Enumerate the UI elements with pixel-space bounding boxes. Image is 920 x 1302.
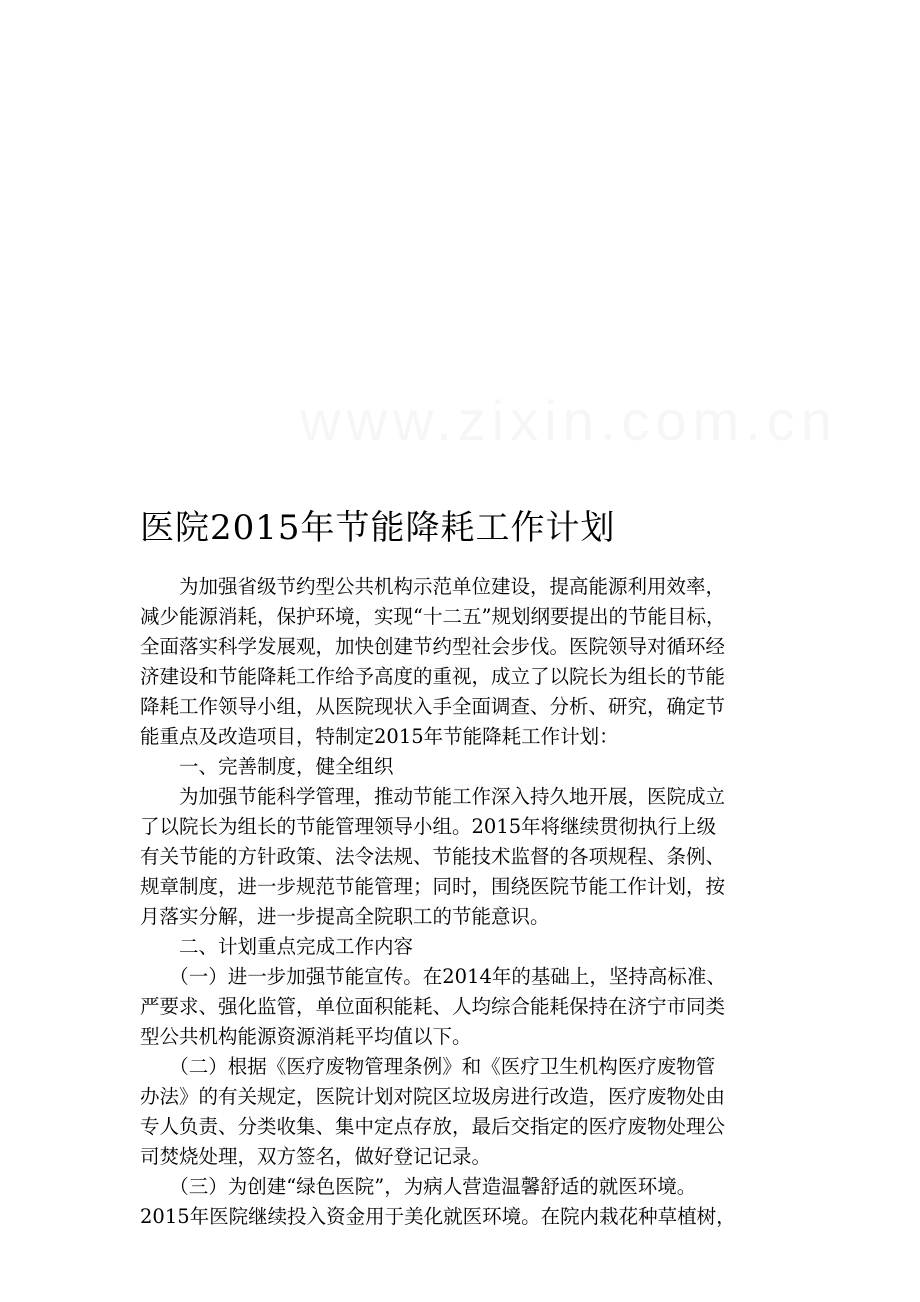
body-line: 办法》的有关规定，医院计划对院区垃圾房进行改造，医疗废物处由 [140,1085,726,1108]
body-line: 型公共机构能源资源消耗平均值以下。 [140,1025,472,1048]
section-heading: 一、完善制度，健全组织 [140,755,394,778]
body-line: 严要求、强化监管，单位面积能耗、人均综合能耗保持在济宁市同类 [140,995,726,1018]
body-line: 为加强省级节约型公共机构示范单位建设，提高能源利用效率， [140,575,726,598]
body-line: 能重点及改造项目，特制定2015年节能降耗工作计划： [140,725,619,748]
document-title: 医院2015年节能降耗工作计划 [140,508,616,548]
body-line: 全面落实科学发展观，加快创建节约型社会步伐。医院领导对循环经 [140,635,726,658]
section-heading: 二、计划重点完成工作内容 [140,935,414,958]
watermark [300,388,838,453]
body-line: 济建设和节能降耗工作给予高度的重视，成立了以院长为组长的节能 [140,665,726,688]
body-line: 2015年医院继续投入资金用于美化就医环境。在院内栽花种草植树， [140,1205,736,1228]
body-line: 减少能源消耗，保护环境，实现“十二五”规划纲要提出的节能目标， [140,605,726,628]
body-line: 司焚烧处理，双方签名，做好登记记录。 [140,1145,492,1168]
body-line: 了以院长为组长的节能管理领导小组。2015年将继续贯彻执行上级 [140,815,717,838]
body-line: （一）进一步加强节能宣传。在2014年的基础上，坚持高标准、 [140,965,726,988]
body-line: 月落实分解，进一步提高全院职工的节能意识。 [140,905,550,928]
body-line: 规章制度，进一步规范节能管理；同时，围绕医院节能工作计划，按 [140,875,726,898]
body-line: 为加强节能科学管理，推动节能工作深入持久地开展，医院成立 [140,785,726,808]
body-line: （三）为创建“绿色医院”，为病人营造温馨舒适的就医环境。 [140,1175,697,1198]
body-line: （二）根据《医疗废物管理条例》和《医疗卫生机构医疗废物管 [140,1055,716,1078]
body-line: 有关节能的方针政策、法令法规、节能技术监督的各项规程、条例、 [140,845,726,868]
document-body [140,572,780,1232]
body-line: 专人负责、分类收集、集中定点存放，最后交指定的医疗废物处理公 [140,1115,726,1138]
body-line: 降耗工作领导小组，从医院现状入手全面调查、分析、研究，确定节 [140,695,726,718]
